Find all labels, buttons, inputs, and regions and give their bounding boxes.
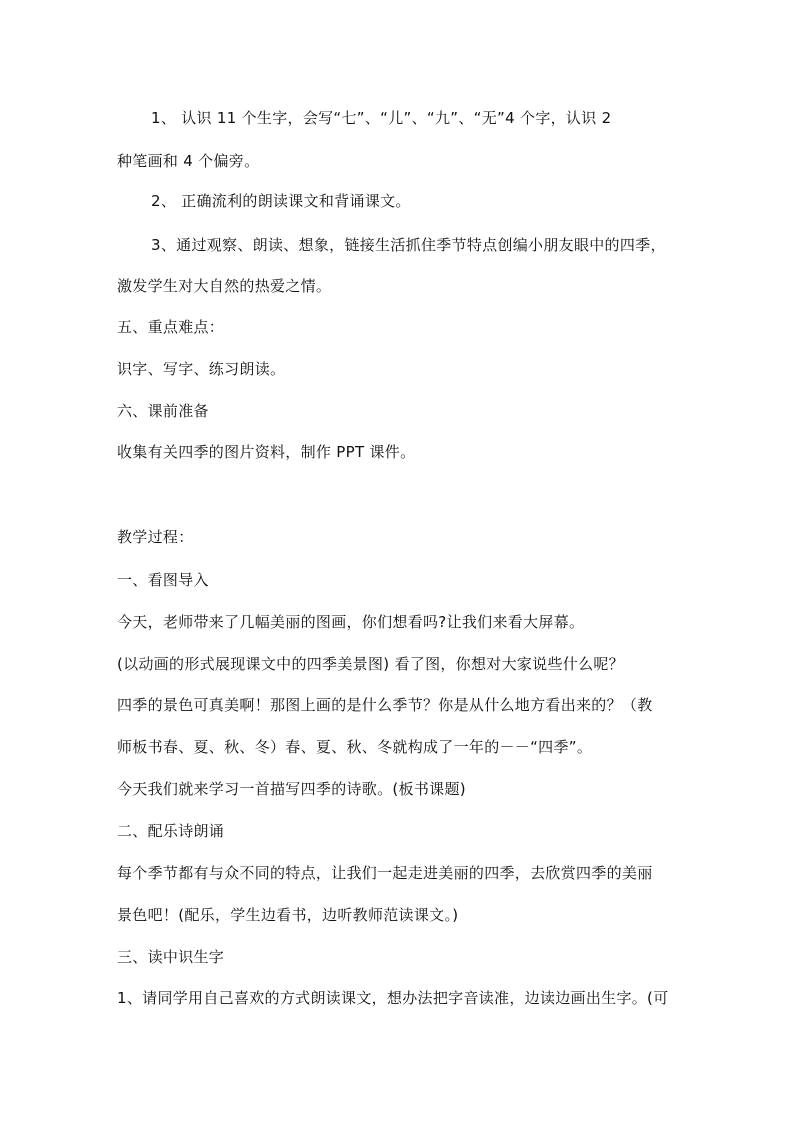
recitation-paragraph-line-2: 景色吧！(配乐，学生边看书，边听教师范读课文。) — [117, 906, 459, 924]
objective-1-line-1: 1、 认识 11 个生字，会写“七”、“儿”、“九”、“无”4 个字，认识 2 — [151, 109, 612, 127]
intro-paragraph-line-4: 师板书春、夏、秋、冬）春、夏、秋、冬就构成了一年的－－“四季”。 — [117, 738, 593, 756]
intro-paragraph-line-1: 今天，老师带来了几幅美丽的图画，你们想看吗?让我们来看大屏幕。 — [117, 613, 585, 631]
intro-paragraph-line-5: 今天我们就来学习一首描写四季的诗歌。(板书课题) — [117, 780, 466, 798]
objective-3-line-2: 激发学生对大自然的热爱之情。 — [117, 277, 332, 295]
section-heading-literacy: 三、读中识生字 — [117, 948, 225, 966]
objective-2: 2、 正确流利的朗读课文和背诵课文。 — [151, 192, 411, 210]
intro-paragraph-line-2: (以动画的形式展现课文中的四季美景图) 看了图，你想对大家说些什么呢？ — [117, 655, 624, 673]
preparation-text: 收集有关四季的图片资料，制作 PPT 课件。 — [117, 443, 416, 461]
objective-3-line-1: 3、通过观察、朗读、想象，链接生活抓住季节特点创编小朋友眼中的四季， — [151, 236, 666, 254]
section-heading-intro: 一、看图导入 — [117, 571, 209, 589]
section-heading-preparation: 六、课前准备 — [117, 402, 209, 420]
teaching-process-heading: 教学过程： — [117, 528, 194, 546]
intro-paragraph-line-3: 四季的景色可真美啊！那图上画的是什么季节？你是从什么地方看出来的？（教 — [117, 696, 653, 714]
section-heading-recitation: 二、配乐诗朗诵 — [117, 822, 225, 840]
key-points-text: 识字、写字、练习朗读。 — [117, 360, 286, 378]
recitation-paragraph-line-1: 每个季节都有与众不同的特点，让我们一起走进美丽的四季，去欣赏四季的美丽 — [117, 864, 653, 882]
literacy-paragraph-line-1: 1、请同学用自己喜欢的方式朗读课文，想办法把字音读准，边读边画出生字。(可 — [117, 989, 669, 1007]
section-heading-key-points: 五、重点难点： — [117, 318, 225, 336]
objective-1-line-2: 种笔画和 4 个偏旁。 — [117, 152, 260, 170]
